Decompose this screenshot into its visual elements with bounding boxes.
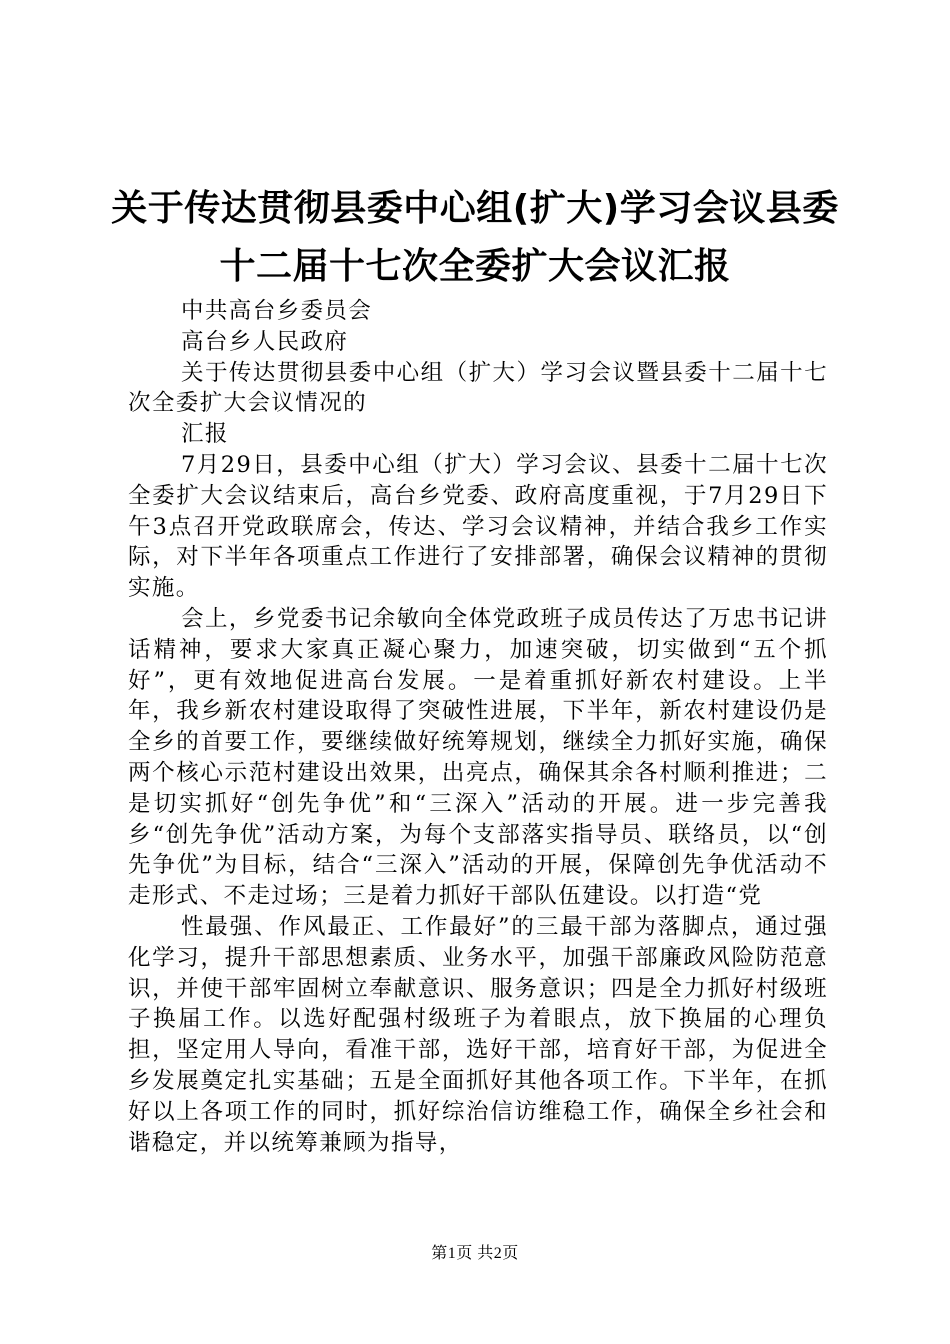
- title-line-2: 十二届十七次全委扩大会议汇报: [219, 246, 731, 287]
- title-line-1: 关于传达贯彻县委中心组(扩大)学习会议县委: [111, 188, 839, 229]
- body-paragraph: 性最强、作风最正、工作最好”的三最干部为落脚点，通过强化学习，提升干部思想素质、业务水平，加强干部廉政风险防范意识，并使干部牢固树立奉献意识、服务意识；四是全力抓好村级班子换届工作。以选好配强村级班子为着眼点，放下换届的心理负担，坚定用人导向，看准干部，选好干部，培育好干部，为促进全乡发展奠定扎实基础；五是全面抓好其他各项工作。下半年，在抓好以上各项工作的同时，抓好综治信访维稳工作，确保全乡社会和谐稳定，并以统筹兼顾为指导，: [128, 913, 828, 1156]
- org-name-government: 高台乡人民政府: [181, 328, 349, 355]
- report-subject: 关于传达贯彻县委中心组（扩大）学习会议暨县委十二届十七次全委扩大会议情况的: [128, 359, 828, 417]
- body-paragraph: 会上，乡党委书记余敏向全体党政班子成员传达了万忠书记讲话精神，要求大家真正凝心聚力，加速突破，切实做到“五个抓好”，更有效地促进高台发展。一是着重抓好新农村建设。上半年，我乡新农村建设取得了突破性进展，下半年，新农村建设仍是全乡的首要工作，要继续做好统筹规划，继续全力抓好实施，确保两个核心示范村建设出效果，出亮点，确保其余各村顺利推进；二是切实抓好“创先争优”和“三深入”活动的开展。进一步完善我乡“创先争优”活动方案，为每个支部落实指导员、联络员，以“创先争优”为目标，结合“三深入”活动的开展，保障创先争优活动不走形式、不走过场；三是着力抓好干部队伍建设。以打造“党: [128, 605, 828, 910]
- report-label: 汇报: [181, 421, 229, 448]
- document-title: [110, 180, 840, 296]
- org-name-party-committee: 中共高台乡委员会: [181, 298, 373, 324]
- body-paragraph: 7月29日，县委中心组（扩大）学习会议、县委十二届十七次全委扩大会议结束后，高台乡党委、政府高度重视，于7月29日下午3点召开党政联席会，传达、学习会议精神，并结合我乡工作实际，对下半年各项重点工作进行了安排部署，确保会议精神的贯彻实施。: [128, 451, 828, 602]
- document-body: [128, 296, 828, 1158]
- page-number-footer: 第1页 共2页: [431, 1245, 519, 1262]
